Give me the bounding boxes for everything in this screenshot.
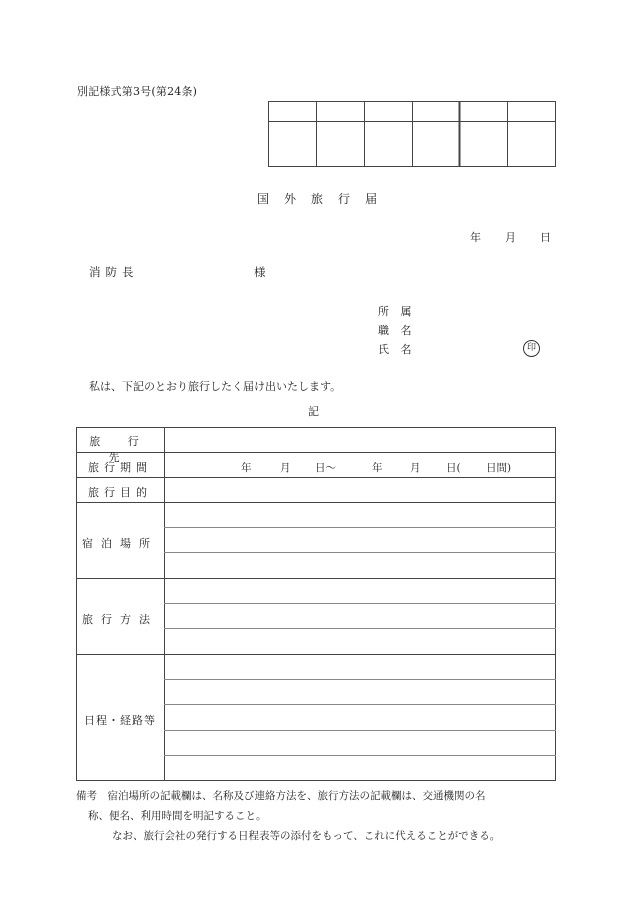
notes-line-3: なお、旅行会社の発行する日程表等の添付をもって、これに代えることができる。: [112, 830, 501, 842]
date-month-label: 月: [505, 231, 516, 244]
name-label: 氏 名: [378, 343, 416, 356]
title-char: 行: [338, 192, 351, 206]
ki-heading: 記: [308, 405, 319, 418]
addressee: [89, 264, 266, 280]
date-year-label: 年: [470, 231, 481, 244]
title-char: 届: [365, 192, 378, 206]
seal-mark: 印: [523, 340, 540, 357]
period-month1: 月: [280, 462, 291, 474]
notes: [76, 786, 556, 846]
form-number: 別記様式第3号(第24条): [77, 85, 198, 98]
honorific: 様: [254, 265, 266, 279]
title-char: 国: [257, 192, 270, 206]
lodging-label: 宿泊場所: [82, 537, 158, 550]
purpose-label: 旅行目的: [88, 486, 152, 499]
affiliation-label: 所 属: [378, 305, 416, 318]
statement: 私は、下記のとおり旅行したく届け出いたします。: [89, 380, 342, 393]
period-year2: 年: [372, 462, 383, 474]
period-days: 日間): [486, 462, 512, 474]
period-label: 旅行期間: [88, 461, 152, 474]
period-day2: 日(: [446, 462, 461, 474]
destination-label: 旅 行 先: [89, 435, 151, 464]
title-char: 旅: [311, 192, 324, 206]
itinerary-label: 日程・経路等: [84, 714, 156, 727]
approval-stamp-grid: [268, 101, 556, 167]
notes-line-2: 称、便名、利用時間を明記すること。: [88, 810, 267, 822]
period-month2: 月: [410, 462, 421, 474]
date-day-label: 日: [540, 231, 551, 244]
position-label: 職 名: [378, 324, 416, 337]
recipient: 消防長: [89, 265, 139, 279]
period-year1: 年: [241, 462, 252, 474]
period-day1: 日〜: [315, 462, 336, 474]
notes-line-1: 備考 宿泊場所の記載欄は、名称及び連絡方法を、旅行方法の記載欄は、交通機関の名: [76, 790, 486, 802]
document-title: [257, 190, 392, 207]
method-label: 旅行方法: [82, 613, 158, 626]
title-char: 外: [284, 192, 297, 206]
